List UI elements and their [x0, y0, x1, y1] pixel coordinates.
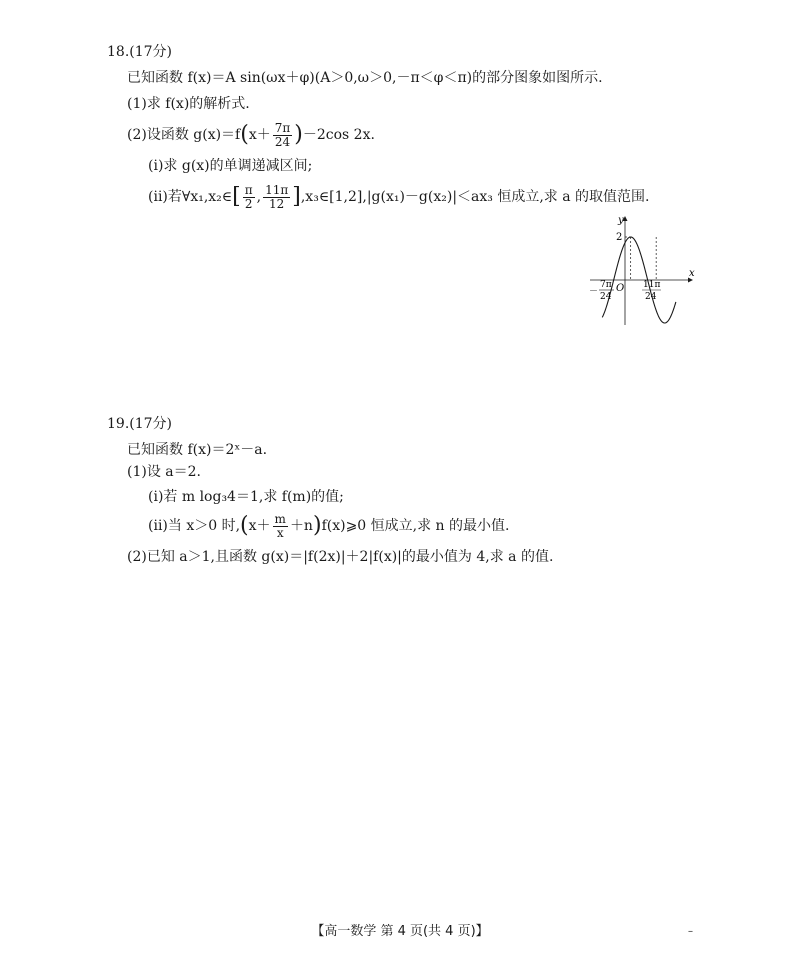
fraction-numerator: 7π	[274, 120, 291, 135]
x-tick2-denominator: 24	[645, 292, 657, 302]
q18-part1: (1)求 f(x)的解析式.	[127, 96, 250, 112]
paren-open: (	[240, 122, 249, 147]
x-axis-label: x	[689, 268, 695, 279]
q18-stem-a: 已知函数	[127, 70, 188, 86]
origin-label: O	[616, 283, 625, 294]
q18-stem-fx: f(x)	[187, 70, 212, 86]
q18-part2-i: (ⅰ)求 g(x)的单调递减区间;	[148, 158, 313, 174]
q18-part2-x: x＋	[248, 127, 271, 143]
fraction-m-x	[273, 513, 288, 540]
x-tick1-numerator: 7π	[600, 280, 612, 290]
fraction-denominator: x	[276, 525, 284, 540]
x-tick2-numerator: 11π	[643, 280, 661, 290]
page-footer: 【高一数学 第 4 页(共 4 页)】	[311, 924, 489, 939]
q18-part2-a: (2)设函数 g(x)＝f	[127, 127, 241, 143]
corner-mark: –	[688, 926, 693, 937]
q19-part1: (1)设 a＝2.	[127, 464, 201, 480]
q18-part2-ii-a: (ⅱ)若∀x₁,x₂∈	[148, 189, 233, 205]
fraction-denominator: 24	[274, 134, 291, 149]
fraction-pi-2	[243, 184, 255, 211]
fraction-11pi-12	[263, 184, 290, 211]
q18-stem-b: ＝A sin(ωx＋φ)(A＞0,ω＞0,－π＜φ＜π)的部分图象如图所示.	[211, 70, 603, 86]
q19-part2: (2)已知 a＞1,且函数 g(x)＝|f(2x)|＋2|f(x)|的最小值为 4,求 a 的值.	[127, 549, 554, 565]
q19-part1-ii-a: (ⅱ)当 x＞0 时,	[148, 518, 241, 534]
bracket-close: ]	[292, 184, 301, 209]
x-tick1-denominator: 24	[600, 292, 612, 302]
q18-stem	[127, 68, 603, 88]
q19-part1-ii-b: ＋n	[289, 518, 313, 534]
q19-stem: 已知函数 f(x)＝2ˣ－a.	[127, 442, 268, 458]
paren-open: (	[240, 513, 249, 538]
q18-part2-ii	[148, 181, 650, 213]
fraction-denominator: 2	[244, 196, 253, 211]
fraction-numerator: π	[244, 182, 253, 197]
x-tick1-sign: －	[589, 287, 599, 297]
q19-part1-ii-c: f(x)⩾0 恒成立,求 n 的最小值.	[321, 518, 510, 534]
bracket-open: [	[232, 184, 241, 209]
sine-graph	[585, 210, 700, 330]
q18-part2-ii-b: ,x₃∈[1,2],|g(x₁)－g(x₂)|＜ax₃ 恒成立,求 a 的取值范围.	[300, 189, 650, 205]
q19-part1-ii	[148, 510, 509, 542]
interval-separator: ,	[256, 189, 262, 205]
q19-part1-ii-x: x＋	[248, 518, 271, 534]
fraction-denominator: 12	[269, 196, 285, 211]
q18-heading: 18.(17分)	[107, 44, 173, 60]
y-tick-2: 2	[616, 232, 623, 243]
fraction-7pi-24	[273, 122, 293, 149]
fraction-numerator: m	[274, 511, 286, 526]
q18-part2-b: －2cos 2x.	[302, 127, 375, 143]
q18-part2	[127, 120, 375, 150]
q19-part1-i: (ⅰ)若 m log₃4＝1,求 f(m)的值;	[148, 489, 344, 505]
paren-close: )	[312, 513, 322, 538]
fraction-numerator: 11π	[265, 182, 289, 197]
y-axis-label: y	[618, 215, 624, 226]
paren-close: )	[294, 122, 303, 147]
q19-heading: 19.(17分)	[107, 416, 173, 432]
